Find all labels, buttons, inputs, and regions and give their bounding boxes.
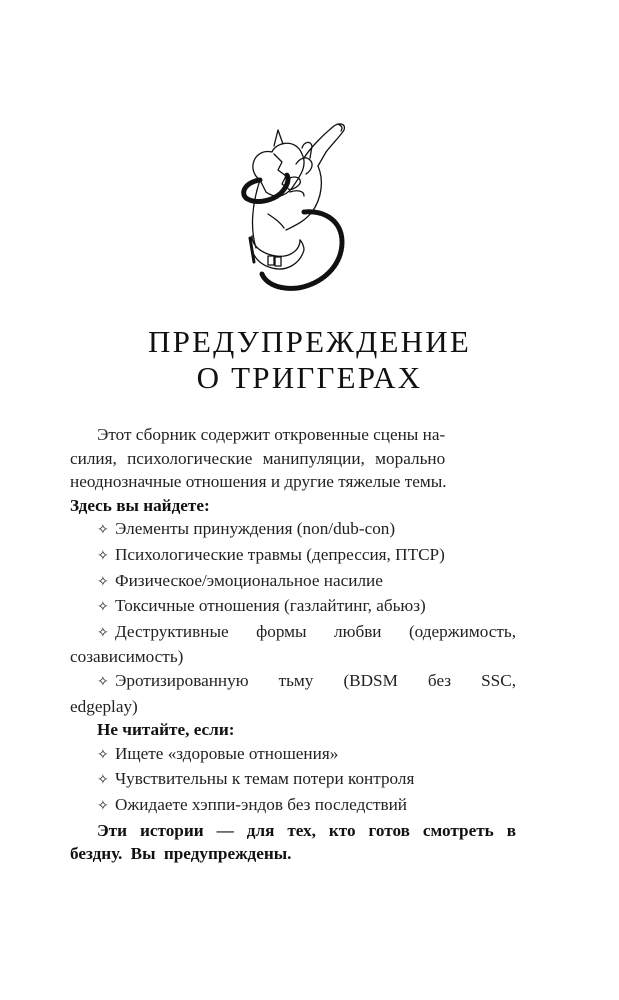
- hand-heart-chain-illustration: [238, 118, 360, 298]
- title-line-1: ПРЕДУПРЕЖДЕНИЕ: [148, 324, 471, 359]
- intro-line-2: силия, психологические манипуляции, морально: [70, 448, 446, 468]
- list-item: [70, 517, 516, 543]
- list-item-text: Чувствительны к темам потери контроля: [115, 769, 415, 789]
- intro-line-1: Этот сборник содержит откровенные сцены на-: [97, 425, 446, 444]
- list-item-text: Психологические травмы (депрессия, ПТСР): [115, 544, 445, 564]
- list-item: [70, 569, 516, 595]
- title-line-2: О ТРИГГЕРАХ: [196, 360, 423, 395]
- list-item: [70, 669, 516, 718]
- list-item: [70, 543, 516, 569]
- list-item: [70, 594, 516, 620]
- star-bullet-icon: ✧: [97, 746, 109, 763]
- list-item-text: Деструктивные формы любви (одержимость, созависимость): [70, 621, 516, 667]
- hand-holding-broken-heart-with-chain-icon: [238, 118, 360, 298]
- section-heading-dont-read: Не читайте, если:: [97, 720, 235, 740]
- closing-statement: Эти истории — для тех, кто готов смотреть в бездну. Вы предупреждены.: [70, 820, 516, 864]
- star-bullet-icon: ✧: [97, 797, 109, 814]
- list-item-text: Ищете «здоровые отношения»: [115, 743, 339, 763]
- section-heading-found: Здесь вы найдете:: [70, 495, 210, 515]
- star-bullet-icon: ✧: [97, 673, 109, 690]
- list-item-text: Физическое/эмоциональное насилие: [115, 570, 383, 590]
- list-item-text: Токсичные отношения (газлайтинг, абьюз): [115, 596, 426, 616]
- star-bullet-icon: ✧: [97, 624, 109, 641]
- list-item: [70, 620, 516, 669]
- star-bullet-icon: ✧: [97, 573, 109, 590]
- page-title: [0, 324, 619, 396]
- list-item-text: Эротизированную тьму (BDSM без SSC, edgeplay): [70, 670, 516, 716]
- list-item: [70, 767, 516, 793]
- star-bullet-icon: ✧: [97, 772, 109, 789]
- star-bullet-icon: ✧: [97, 599, 109, 616]
- list-item: [70, 742, 516, 768]
- star-bullet-icon: ✧: [97, 522, 109, 539]
- star-bullet-icon: ✧: [97, 547, 109, 564]
- list-item-text: Ожидаете хэппи-эндов без последствий: [115, 794, 407, 814]
- warning-body: [70, 423, 516, 866]
- intro-line-3: неоднозначные отношения и другие тяжелые темы.: [70, 472, 447, 492]
- list-item: [70, 793, 516, 819]
- list-item-text: Элементы принуждения (non/dub-con): [115, 519, 396, 539]
